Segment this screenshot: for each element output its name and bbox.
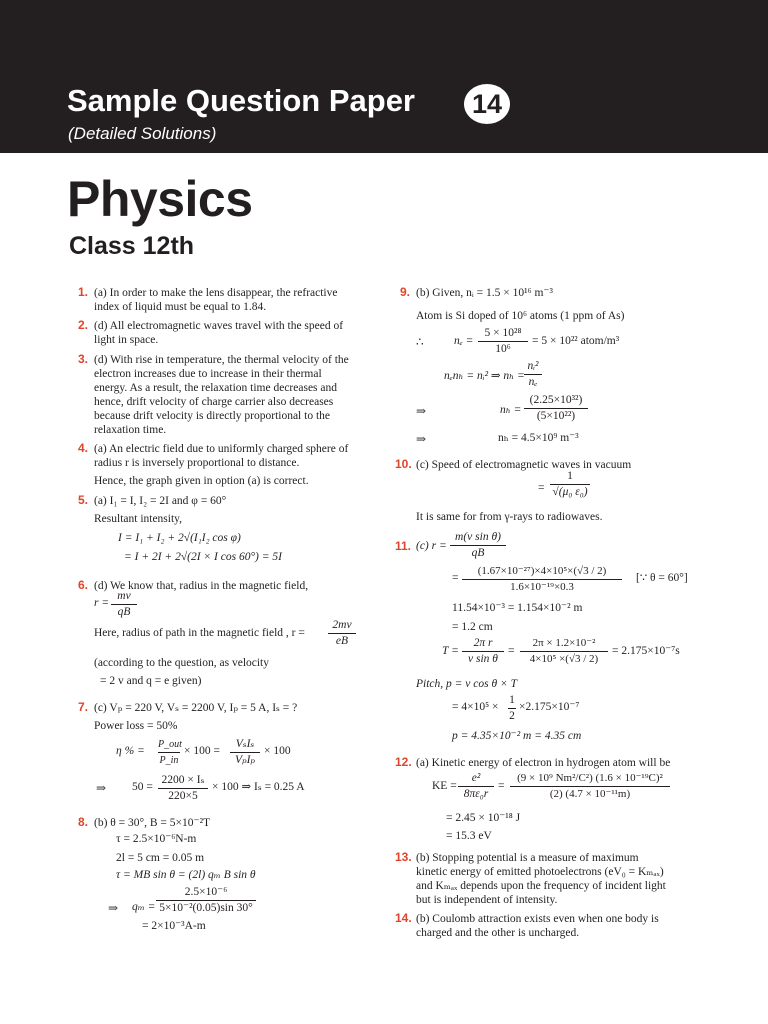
- q12-f2-den: (2) (4.7 × 10⁻¹¹m): [549, 788, 631, 800]
- q11-t-eq: =: [508, 645, 515, 657]
- q7-f2-den: VₚIₚ: [234, 754, 256, 766]
- q3-number: 3.: [78, 352, 89, 366]
- q9-nh-num: nᵢ²: [527, 360, 539, 372]
- q12-f1-bar: [458, 786, 494, 787]
- q10-eq: =: [538, 482, 545, 494]
- q8-length: 2l = 5 cm = 0.05 m: [116, 852, 205, 864]
- q6-r-bar: [111, 604, 137, 605]
- q11-t-den2: 4×10⁵ ×(√3 / 2): [529, 653, 599, 665]
- q9-ne-result: = 5 × 10²² atom/m³: [532, 335, 620, 347]
- q7-eta: η % =: [116, 745, 145, 757]
- q4-conclusion: Hence, the graph given in option (a) is correct.: [94, 475, 309, 487]
- q6-line-2: Here, radius of path in the magnetic field , r =: [94, 627, 305, 639]
- paper-number-badge: 14: [464, 84, 510, 124]
- q11-r-bar: [450, 545, 506, 546]
- q12-result-2: = 15.3 eV: [446, 830, 492, 842]
- q7-f2-num: VₛIₛ: [235, 738, 255, 750]
- q6-r2-bar: [328, 633, 356, 634]
- q6-line-1: (d) We know that, radius in the magnetic field,: [94, 580, 309, 592]
- q7-number: 7.: [78, 700, 89, 714]
- q3-line-2: electron increases due to increase in their thermal: [94, 368, 322, 380]
- q11-half-bar: [508, 708, 516, 709]
- paper-title: Sample Question Paper: [67, 83, 415, 118]
- q8-tau: τ = 2.5×10⁻⁶N-m: [116, 833, 197, 845]
- subject-title: Physics: [67, 171, 253, 227]
- q12-f1-num: e²: [471, 772, 481, 784]
- q11-eq: =: [452, 572, 459, 584]
- class-title: Class 12th: [69, 232, 195, 260]
- q11-t-lhs: T =: [442, 645, 459, 657]
- q9-nh2-bar: [524, 408, 588, 409]
- q10-text: (c) Speed of electromagnetic waves in vacuum: [416, 459, 632, 471]
- q8-qm-num: 2.5×10⁻⁶: [184, 886, 228, 898]
- q4-number: 4.: [78, 441, 89, 455]
- q9-implies-symbol-1: ⇒: [416, 404, 427, 418]
- q11-p-eq-b: ×2.175×10⁻⁷: [519, 701, 580, 713]
- q6-line-3: (according to the question, as velocity: [94, 657, 270, 669]
- q3-line-4: hence, drift velocity of charge carrier also decreases: [94, 396, 334, 408]
- q13-number: 13.: [395, 850, 412, 864]
- q9-nh-lhs: nₕ =: [500, 404, 522, 416]
- q3-line-3: energy. As a result, the relaxation time decreases and: [94, 382, 338, 394]
- q10-den: √(μ₀ ε₀): [552, 486, 588, 498]
- q2-line-2: light in space.: [94, 334, 159, 346]
- q11-p-result: p = 4.35×10⁻² m = 4.35 cm: [452, 730, 582, 742]
- q5-number: 5.: [78, 493, 89, 507]
- q7-times100-a: × 100 =: [184, 745, 220, 757]
- q14-number: 14.: [395, 911, 412, 925]
- q6-number: 6.: [78, 578, 89, 592]
- q4-line-1: (a) An electric field due to uniformly charged sphere of: [94, 443, 349, 455]
- q13-line-3: and Kₘₐₓ depends upon the frequency of incident light: [416, 880, 666, 892]
- q7-result: × 100 ⇒ Iₛ = 0.25 A: [212, 781, 305, 793]
- q11-t-bar1: [462, 651, 504, 652]
- q10-note: It is same for from γ-rays to radiowaves.: [416, 511, 603, 523]
- q5-eq-2: = I + 2I + 2√(2I × I cos 60°) = 5I: [124, 551, 282, 563]
- q10-bar: [550, 484, 590, 485]
- q11-pitch: Pitch, p = v cos θ × T: [416, 678, 518, 690]
- q13-line-4: but is independent of intensity.: [416, 894, 558, 906]
- q9-therefore-symbol: ∴: [416, 335, 424, 349]
- q7-f1-bar: [158, 752, 180, 753]
- q2-number: 2.: [78, 318, 89, 332]
- q7-f3-den: 220×5: [168, 790, 198, 802]
- q12-f1-den: 8πε₀r: [463, 788, 489, 800]
- q9-atom: Atom is Si doped of 10⁶ atoms (1 ppm of As): [416, 310, 625, 322]
- q11-r-num: m(v sin θ): [455, 531, 501, 543]
- q9-ne-lhs: nₑ =: [454, 335, 474, 347]
- q8-implies-symbol: ⇒: [108, 901, 119, 915]
- q6-r2-num: 2mv: [332, 619, 352, 631]
- q9-ne-num: 5 × 10²⁸: [484, 327, 522, 339]
- q11-t-den1: v sin θ: [468, 653, 498, 665]
- q12-f2-num: (9 × 10⁹ Nm²/C²) (1.6 × 10⁻¹⁹C)²: [517, 772, 663, 784]
- q7-f3-num: 2200 × Iₛ: [161, 774, 205, 786]
- q8-result: = 2×10⁻³A-m: [142, 920, 206, 932]
- q9-ne-bar: [478, 341, 528, 342]
- q9-implies-symbol-2: ⇒: [416, 432, 427, 446]
- q9-nenh: nₑnₕ = nᵢ² ⇒ nₕ =: [444, 370, 525, 382]
- q11-r-lhs: (c) r =: [416, 540, 447, 552]
- q11-calc-2: = 1.2 cm: [452, 621, 493, 633]
- q12-f2-bar: [510, 786, 670, 787]
- q6-r-den: qB: [117, 606, 131, 618]
- q12-number: 12.: [395, 755, 412, 769]
- q11-r-den: qB: [471, 547, 485, 559]
- q11-t-num2: 2π × 1.2×10⁻²: [532, 637, 596, 649]
- q8-qm-den: 5×10⁻²(0.05)sin 30°: [159, 902, 253, 914]
- q9-ne-den: 10⁶: [495, 343, 511, 355]
- q11-number: 11.: [395, 539, 412, 553]
- q1-line-2: index of liquid must be equal to 1.84.: [94, 301, 267, 313]
- q11-big-den: 1.6×10⁻¹⁹×0.3: [510, 581, 574, 593]
- q7-times100-b: × 100: [264, 745, 291, 757]
- q9-nh-bar: [524, 374, 542, 375]
- q6-line-4: = 2 v and q = e given): [100, 675, 202, 687]
- q7-lhs50: 50 =: [132, 781, 153, 793]
- q9-nh2-num: (2.25×10³²): [529, 394, 583, 406]
- q3-line-6: relaxation time.: [94, 424, 167, 436]
- q7-given: (c) Vₚ = 220 V, Vₛ = 2200 V, Iₚ = 5 A, Iₛ = ?: [94, 702, 298, 714]
- q12-result-1: = 2.45 × 10⁻¹⁸ J: [446, 812, 521, 824]
- q12-ke: KE =: [432, 780, 457, 792]
- q6-r-lhs: r =: [94, 597, 110, 609]
- q9-nh-result: nₕ = 4.5×10⁹ m⁻³: [498, 432, 579, 444]
- q7-f3-bar: [158, 788, 208, 789]
- q8-qm-lhs: qₘ =: [132, 901, 156, 913]
- q8-qm-bar: [156, 900, 256, 901]
- q5-eq-1: I = I₁ + I₂ + 2√(I₁I₂ cos φ): [118, 532, 241, 544]
- q1-number: 1.: [78, 285, 89, 299]
- q7-f1-num: P_out: [158, 739, 182, 750]
- q14-line-1: (b) Coulomb attraction exists even when one body is: [416, 913, 659, 925]
- q5-label: Resultant intensity,: [94, 513, 183, 525]
- q8-given: (b) θ = 30°, B = 5×10⁻²T: [94, 817, 211, 829]
- q4-line-2: radius r is inversely proportional to distance.: [94, 457, 300, 469]
- q5-given: (a) I₁ = I, I₂ = 2I and φ = 60°: [94, 495, 227, 507]
- q11-because: [∵ θ = 60°]: [636, 572, 688, 584]
- q7-loss: Power loss = 50%: [94, 720, 178, 732]
- q11-big-num: (1.67×10⁻²⁷)×4×10⁵×(√3 / 2): [477, 565, 607, 577]
- q6-r-num: mv: [117, 590, 131, 602]
- q7-f1-den: P_in: [159, 755, 179, 766]
- q9-number: 9.: [400, 285, 411, 299]
- q9-nh-den: nₑ: [528, 376, 538, 388]
- header-band: [0, 0, 768, 153]
- q13-line-2: kinetic energy of emitted photoelectrons (eV₀ = Kₘₐₓ): [416, 866, 664, 878]
- q11-t-bar2: [520, 651, 608, 652]
- q9-nh2-den: (5×10²²): [536, 410, 576, 422]
- q12-text: (a) Kinetic energy of electron in hydrogen atom will be: [416, 757, 671, 769]
- q11-t-result: = 2.175×10⁻⁷s: [612, 645, 680, 657]
- q9-given: (b) Given, nᵢ = 1.5 × 10¹⁶ m⁻³: [416, 287, 553, 299]
- paper-subtitle: (Detailed Solutions): [68, 124, 217, 143]
- q3-line-5: because drift velocity is directly proportional to the: [94, 410, 330, 422]
- q12-eq: =: [498, 780, 505, 792]
- q7-f2-bar: [230, 752, 260, 753]
- q3-line-1: (d) With rise in temperature, the thermal velocity of the: [94, 354, 349, 366]
- q11-calc-1: 11.54×10⁻³ = 1.154×10⁻² m: [452, 602, 583, 614]
- q11-half-den: 2: [509, 710, 515, 722]
- q1-line-1: (a) In order to make the lens disappear, the refractive: [94, 287, 338, 299]
- q2-line-1: (d) All electromagnetic waves travel with the speed of: [94, 320, 344, 332]
- q11-big-bar: [462, 579, 622, 580]
- q10-number: 10.: [395, 457, 412, 471]
- q10-num: 1: [567, 470, 573, 482]
- q6-r2-den: eB: [335, 635, 349, 647]
- q8-number: 8.: [78, 815, 89, 829]
- q7-implies-symbol: ⇒: [96, 781, 107, 795]
- q11-half-num: 1: [509, 694, 515, 706]
- q14-line-2: charged and the other is uncharged.: [416, 927, 580, 939]
- q11-t-num1: 2π r: [473, 637, 493, 649]
- q13-line-1: (b) Stopping potential is a measure of maximum: [416, 852, 639, 864]
- q8-torque: τ = MB sin θ = (2l) qₘ B sin θ: [116, 869, 256, 881]
- q11-p-eq-a: = 4×10⁵ ×: [452, 701, 499, 713]
